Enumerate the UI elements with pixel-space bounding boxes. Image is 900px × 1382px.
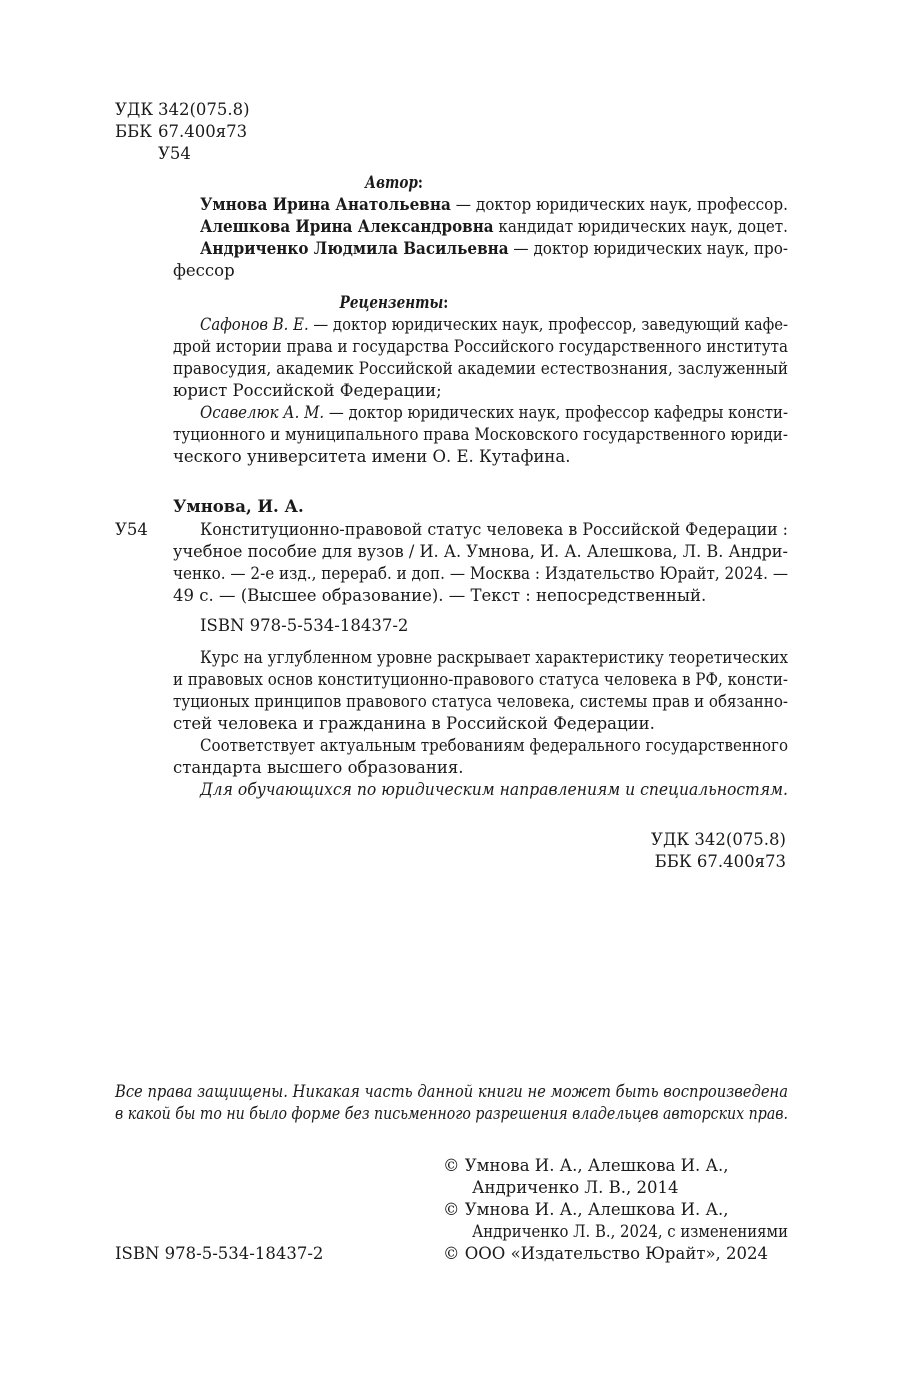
copyright-line: Андриченко Л. В., 2024, с изменениями [472, 1222, 788, 1241]
author-desc-cont: фессор [173, 261, 235, 280]
catalog-heading: Умнова, И. А. [173, 497, 304, 516]
author-line [200, 238, 788, 260]
footer-isbn: ISBN 978-5-534-18437-2 [115, 1244, 324, 1263]
udk-label: УДК [115, 100, 154, 119]
bbk-label: ББК [115, 122, 153, 141]
copyright-line: © ООО «Издательство Юрайт», 2024 [443, 1244, 769, 1263]
authors-heading [0, 172, 788, 194]
rights-line: Все права защищены. Никакая часть данной книги не может быть воспроизведена [115, 1082, 789, 1101]
authors-heading-colon: : [417, 173, 423, 192]
author-name: Умнова Ирина Анатольевна [200, 195, 451, 214]
copyright-line: © Умнова И. А., Алешкова И. А., [443, 1200, 729, 1219]
copyright-line: © Умнова И. А., Алешкова И. А., [443, 1156, 729, 1175]
catalog-line: 49 с. — (Высшее образование). — Текст : непосредственный. [173, 586, 707, 605]
annotation-line: Курс на углубленном уровне раскрывает характеристику теоретических [200, 648, 789, 667]
reviewer-desc: правосудия, академик Российской академии естествознания, заслуженный [173, 359, 788, 378]
author-line [200, 194, 788, 216]
reviewer-desc: туционного и муниципального права Московского государственного юриди- [173, 425, 788, 444]
author-desc: — доктор юридических наук, про- [508, 239, 789, 258]
udk-value: 342(075.8) [158, 100, 250, 119]
reviewers-heading-text: Рецензенты [339, 293, 444, 312]
bbk-right: ББК 67.400я73 [654, 852, 786, 871]
catalog-line: учебное пособие для вузов / И. А. Умнова, И. А. Алешкова, Л. В. Андри- [173, 542, 789, 561]
annotation-line: Соответствует актуальным требованиям федерального государственного [200, 736, 789, 755]
reviewer-desc: — доктор юридических наук, профессор, заведующий кафе- [308, 315, 789, 334]
reviewer-desc: ческого университета имени О. Е. Кутафина. [173, 447, 571, 466]
author-desc: — доктор юридических наук, профессор. [450, 195, 788, 214]
annotation-line: и правовых основ конституционно-правового статуса человека в РФ, консти- [173, 670, 789, 689]
annotation-line: туционых принципов правового статуса человека, системы прав и обязанно- [173, 692, 788, 711]
bbk-value: 67.400я73 [158, 122, 248, 141]
catalog-line: ченко. — 2-е изд., перераб. и доп. — Москва : Издательство Юрайт, 2024. — [173, 564, 789, 583]
reviewer-desc: дрой истории права и государства Российского государственного института [173, 337, 789, 356]
udk-right: УДК 342(075.8) [651, 830, 786, 849]
reviewer-name: Сафонов В. Е. [200, 315, 309, 334]
catalog-mark: У54 [115, 520, 148, 539]
reviewer-desc: — доктор юридических наук, профессор кафедры консти- [324, 403, 788, 422]
rights-line: в какой бы то ни было форме без письменного разрешения владельцев авторских прав. [115, 1104, 789, 1123]
annotation-line: стандарта высшего образования. [173, 758, 464, 777]
author-name: Алешкова Ирина Александровна [200, 217, 494, 236]
authors-heading-text: Автор [365, 173, 418, 192]
author-mark: У54 [158, 144, 191, 163]
annotation-audience: Для обучающихся по юридическим направлениям и специальностям. [200, 780, 789, 799]
reviewer-line [200, 314, 788, 336]
catalog-isbn: ISBN 978-5-534-18437-2 [200, 616, 409, 635]
reviewers-heading [0, 292, 788, 314]
reviewers-heading-colon: : [443, 293, 449, 312]
catalog-line: Конституционно-правовой статус человека в Российской Федерации : [200, 520, 789, 539]
annotation-line: стей человека и гражданина в Российской Федерации. [173, 714, 655, 733]
reviewer-line [200, 402, 788, 424]
reviewer-desc: юрист Российской Федерации; [173, 381, 442, 400]
author-line [200, 216, 788, 238]
author-name: Андриченко Людмила Васильевна [200, 239, 509, 258]
author-desc: кандидат юридических наук, доцет. [493, 217, 788, 236]
reviewer-name: Осавелюк А. М. [200, 403, 325, 422]
copyright-line: Андриченко Л. В., 2014 [472, 1178, 679, 1197]
